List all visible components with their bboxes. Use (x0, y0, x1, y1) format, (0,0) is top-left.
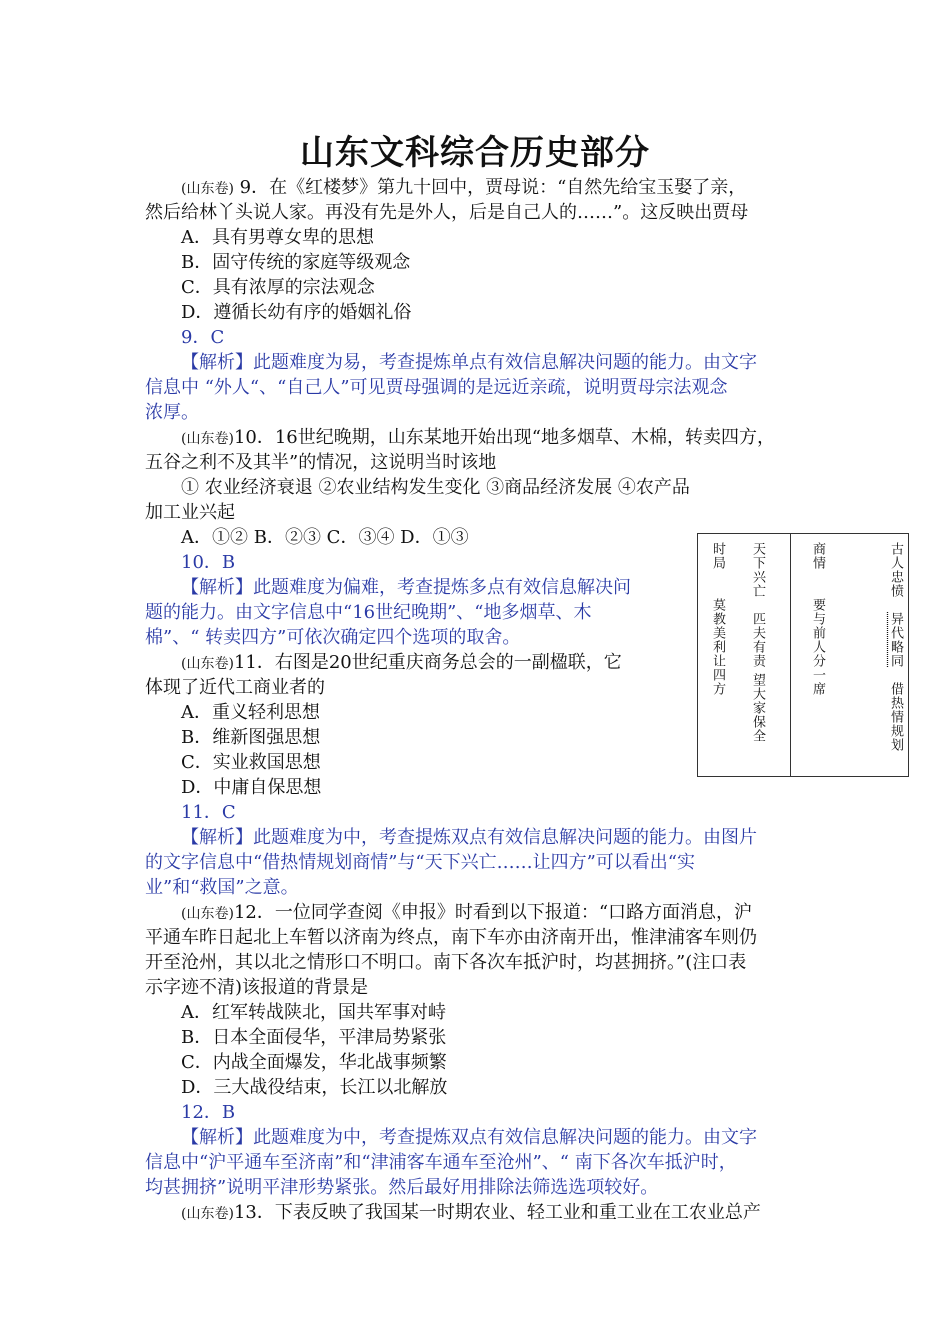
q10-text1: 10．16世纪晚期，山东某地开始出现“地多烟草、木棉，转卖四方， (233, 427, 775, 448)
q11-analysis-line1: 【解析】此题难度为中，考查提炼双点有效信息解决问题的能力。由图片 (181, 827, 757, 848)
q11-stem-line1 (181, 651, 622, 676)
q9-stem-line1 (181, 176, 746, 201)
q12-answer: 12．B (181, 1102, 236, 1123)
q12-text1: 12．一位同学查阅《申报》时看到以下报道：“口路方面消息，沪 (233, 902, 753, 923)
q9-answer: 9．C (181, 327, 225, 348)
couplet-column-3 (750, 542, 764, 743)
couplet-divider (790, 534, 791, 776)
q12-stem-line2: 平通车昨日起北上车暂以济南为终点，南下车亦由济南开出，惟津浦客车则仍 (145, 927, 757, 948)
q12-stem-line1 (181, 901, 752, 926)
q10-items-line2: 加工业兴起 (145, 502, 235, 523)
couplet-text: 要与前人分一席 (810, 598, 825, 696)
q10-stem-line1 (181, 426, 775, 451)
q9-stem-line2: 然后给林丫头说人家。再没有先是外人，后是自己人的……”。这反映出贾母 (145, 202, 749, 223)
q10-analysis-line1: 【解析】此题难度为偏难，考查提炼多点有效信息解决问 (181, 577, 631, 598)
source-tag: (山东卷) (181, 1206, 234, 1222)
q10-items-line1: ① 农业经济衰退 ②农业结构发生变化 ③商品经济发展 ④农产品 (181, 477, 690, 498)
q9-option-b: B．固守传统的家庭等级观念 (181, 252, 411, 273)
q12-analysis-line2: 信息中“沪平通车至济南”和“津浦客车通车至沧州”、“ 南下各次车抵沪时， (145, 1152, 737, 1173)
couplet-text: 商情 (810, 542, 825, 570)
q11-analysis-line2: 的文字信息中“借热情规划商情”与“天下兴亡……让四方”可以看出“实 (145, 852, 696, 873)
q10-analysis-line2: 题的能力。由文字信息中“16世纪晚期”、“地多烟草、木 (145, 602, 592, 623)
q12-analysis-line1: 【解析】此题难度为中，考查提炼双点有效信息解决问题的能力。由文字 (181, 1127, 757, 1148)
q11-option-d: D．中庸自保思想 (181, 777, 322, 798)
q11-option-c: C．实业救国思想 (181, 752, 321, 773)
source-tag: (山东卷) (181, 431, 234, 447)
q11-analysis-line3: 业”和“救国”之意。 (145, 877, 299, 898)
couplet-text: 天下兴亡 (750, 542, 765, 598)
page-title: 山东文科综合历史部分 (300, 133, 650, 173)
source-tag: (山东卷) (181, 656, 234, 672)
q9-text1: 9．在《红楼梦》第九十回中，贾母说：“自然先给宝玉娶了亲， (233, 177, 747, 198)
q11-option-b: B．维新图强思想 (181, 727, 321, 748)
couplet-column-4 (710, 542, 724, 696)
q12-stem-line4: 示字迹不清)该报道的背景是 (145, 977, 369, 998)
q11-stem-line2: 体现了近代工商业者的 (145, 677, 325, 698)
couplet-text: 异代略同 (888, 612, 903, 668)
q9-option-a: A．具有男尊女卑的思想 (181, 227, 374, 248)
q12-option-a: A．红军转战陕北，国共军事对峙 (181, 1002, 446, 1023)
q11-option-a: A．重义轻利思想 (181, 702, 320, 723)
couplet-text: 莫教美利让四方 (710, 598, 725, 696)
q12-option-d: D．三大战役结束，长江以北解放 (181, 1077, 448, 1098)
q10-options: A．①② B．②③ C．③④ D．①③ (181, 527, 469, 548)
couplet-column-1 (888, 542, 902, 752)
source-tag: (山东卷) (181, 181, 234, 197)
couplet-figure (697, 533, 909, 777)
q13-stem-line1 (181, 1201, 761, 1226)
q9-analysis-line3: 浓厚。 (145, 402, 199, 423)
q10-answer: 10．B (181, 552, 236, 573)
couplet-text: 时局 (710, 542, 725, 570)
q10-stem-line2: 五谷之利不及其半”的情况，这说明当时该地 (145, 452, 497, 473)
q11-answer: 11．C (181, 802, 236, 823)
q11-text1: 11．右图是20世纪重庆商务总会的一副楹联，它 (233, 652, 622, 673)
q9-analysis-line1: 【解析】此题难度为易，考查提炼单点有效信息解决问题的能力。由文字 (181, 352, 757, 373)
couplet-text: 借热情规划 (888, 682, 903, 752)
q10-analysis-line3: 棉”、“ 转卖四方”可依次确定四个选项的取舍。 (145, 627, 521, 648)
source-tag: (山东卷) (181, 906, 234, 922)
q12-analysis-line3: 均甚拥挤”说明平津形势紧张。然后最好用排除法筛选选项较好。 (145, 1177, 659, 1198)
q13-text1: 13．下表反映了我国某一时期农业、轻工业和重工业在工农业总产 (233, 1202, 761, 1223)
couplet-text: 古人忠愤 (888, 542, 903, 598)
q12-stem-line3: 开至沧州，其以北之情形口不明口。南下各次车抵沪时，均甚拥挤。”(注口表 (145, 952, 747, 973)
couplet-column-2 (810, 542, 824, 696)
couplet-text: 匹夫有责 望大家保全 (750, 612, 765, 744)
q12-option-c: C．内战全面爆发，华北战事频繁 (181, 1052, 447, 1073)
q9-analysis-line2: 信息中 “外人“、“自己人”可见贾母强调的是远近亲疏，说明贾母宗法观念 (145, 377, 728, 398)
q9-option-d: D．遵循长幼有序的婚姻礼俗 (181, 302, 412, 323)
q9-option-c: C．具有浓厚的宗法观念 (181, 277, 375, 298)
q12-option-b: B．日本全面侵华，平津局势紧张 (181, 1027, 447, 1048)
